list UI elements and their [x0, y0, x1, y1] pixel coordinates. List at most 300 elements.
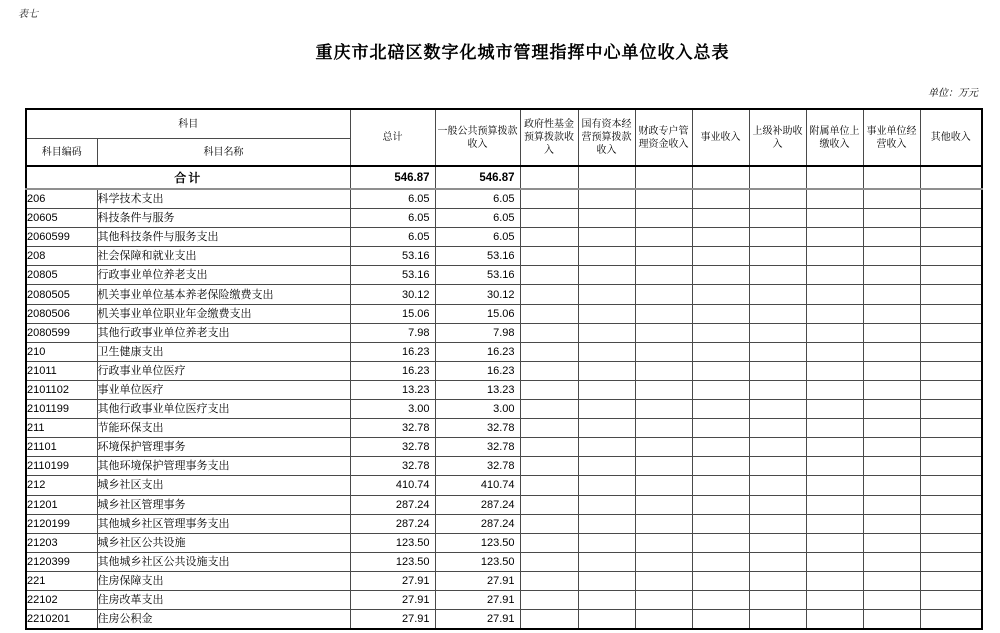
empty-cell — [920, 285, 982, 304]
subject-code-cell: 211 — [26, 419, 97, 438]
page-title: 重庆市北碚区数字化城市管理指挥中心单位收入总表 — [315, 43, 730, 62]
empty-cell — [635, 323, 692, 342]
empty-cell — [635, 189, 692, 209]
total-value-cell: 16.23 — [350, 342, 435, 361]
general-budget-value-cell: 32.78 — [435, 438, 520, 457]
empty-cell — [920, 571, 982, 590]
empty-cell — [520, 189, 578, 209]
header-col-other-income: 其他收入 — [920, 109, 982, 166]
empty-cell — [520, 228, 578, 247]
empty-cell — [806, 166, 863, 189]
empty-cell — [692, 400, 749, 419]
total-value-cell: 16.23 — [350, 361, 435, 380]
empty-cell — [920, 361, 982, 380]
subject-name-cell: 卫生健康支出 — [97, 342, 350, 361]
empty-cell — [863, 247, 920, 266]
empty-cell — [920, 438, 982, 457]
general-budget-value-cell: 410.74 — [435, 476, 520, 495]
empty-cell — [578, 610, 635, 630]
empty-cell — [806, 189, 863, 209]
empty-cell — [920, 400, 982, 419]
empty-cell — [635, 166, 692, 189]
table-row — [26, 266, 982, 285]
empty-cell — [749, 400, 806, 419]
empty-cell — [520, 514, 578, 533]
empty-cell — [635, 590, 692, 609]
empty-cell — [863, 304, 920, 323]
general-budget-value-cell: 27.91 — [435, 590, 520, 609]
empty-cell — [806, 380, 863, 399]
empty-cell — [920, 590, 982, 609]
empty-cell — [749, 228, 806, 247]
table-row — [26, 189, 982, 209]
empty-cell — [749, 342, 806, 361]
subject-name-cell: 其他城乡社区公共设施支出 — [97, 552, 350, 571]
empty-cell — [863, 285, 920, 304]
general-budget-value-cell: 6.05 — [435, 228, 520, 247]
table-row — [26, 610, 982, 630]
empty-cell — [863, 476, 920, 495]
header-col-gov-fund: 政府性基金预算拨款收入 — [520, 109, 578, 166]
empty-cell — [749, 361, 806, 380]
empty-cell — [635, 304, 692, 323]
header-col-total: 总计 — [350, 109, 435, 166]
general-budget-value-cell: 6.05 — [435, 189, 520, 209]
empty-cell — [692, 189, 749, 209]
subject-name-cell: 住房公积金 — [97, 610, 350, 630]
header-col-fiscal-account: 财政专户管理资金收入 — [635, 109, 692, 166]
empty-cell — [806, 342, 863, 361]
table-body — [26, 166, 982, 629]
subject-code-cell: 20605 — [26, 209, 97, 228]
table-header — [26, 109, 982, 166]
total-value-cell: 3.00 — [350, 400, 435, 419]
subject-name-cell: 城乡社区公共设施 — [97, 533, 350, 552]
subject-code-cell: 21203 — [26, 533, 97, 552]
empty-cell — [520, 552, 578, 571]
empty-cell — [863, 419, 920, 438]
empty-cell — [635, 610, 692, 630]
subject-name-cell: 行政事业单位医疗 — [97, 361, 350, 380]
income-summary-table — [25, 108, 983, 630]
empty-cell — [920, 304, 982, 323]
table-row — [26, 400, 982, 419]
empty-cell — [692, 228, 749, 247]
empty-cell — [635, 380, 692, 399]
empty-cell — [692, 514, 749, 533]
empty-cell — [920, 610, 982, 630]
empty-cell — [692, 380, 749, 399]
empty-cell — [806, 495, 863, 514]
total-value-cell: 410.74 — [350, 476, 435, 495]
empty-cell — [578, 552, 635, 571]
subject-name-cell: 科学技术支出 — [97, 189, 350, 209]
empty-cell — [635, 476, 692, 495]
empty-cell — [749, 457, 806, 476]
table-row — [26, 438, 982, 457]
empty-cell — [863, 533, 920, 552]
empty-cell — [520, 342, 578, 361]
empty-cell — [692, 247, 749, 266]
general-budget-value-cell: 53.16 — [435, 247, 520, 266]
empty-cell — [520, 590, 578, 609]
general-budget-value-cell: 287.24 — [435, 514, 520, 533]
subject-name-cell: 住房保障支出 — [97, 571, 350, 590]
subject-code-cell: 2060599 — [26, 228, 97, 247]
table-row — [26, 476, 982, 495]
empty-cell — [749, 610, 806, 630]
empty-cell — [806, 476, 863, 495]
general-budget-value-cell: 16.23 — [435, 342, 520, 361]
empty-cell — [578, 342, 635, 361]
empty-cell — [635, 400, 692, 419]
subject-code-cell: 2080505 — [26, 285, 97, 304]
empty-cell — [520, 419, 578, 438]
total-value-cell: 27.91 — [350, 590, 435, 609]
empty-cell — [635, 361, 692, 380]
empty-cell — [692, 438, 749, 457]
header-subject-code: 科目编码 — [26, 139, 97, 167]
empty-cell — [920, 189, 982, 209]
general-budget-value-cell: 32.78 — [435, 419, 520, 438]
empty-cell — [920, 514, 982, 533]
empty-cell — [635, 266, 692, 285]
total-sum-cell: 546.87 — [350, 166, 435, 189]
subject-code-cell: 210 — [26, 342, 97, 361]
empty-cell — [578, 361, 635, 380]
table-row — [26, 342, 982, 361]
empty-cell — [692, 285, 749, 304]
total-value-cell: 32.78 — [350, 457, 435, 476]
empty-cell — [692, 361, 749, 380]
empty-cell — [520, 285, 578, 304]
empty-cell — [578, 166, 635, 189]
empty-cell — [635, 438, 692, 457]
empty-cell — [692, 552, 749, 571]
header-col-operations-income: 事业收入 — [692, 109, 749, 166]
empty-cell — [863, 400, 920, 419]
general-budget-value-cell: 7.98 — [435, 323, 520, 342]
general-budget-value-cell: 30.12 — [435, 285, 520, 304]
total-value-cell: 32.78 — [350, 438, 435, 457]
empty-cell — [578, 209, 635, 228]
subject-name-cell: 住房改革支出 — [97, 590, 350, 609]
empty-cell — [578, 189, 635, 209]
table-row — [26, 457, 982, 476]
total-general-budget-cell: 546.87 — [435, 166, 520, 189]
empty-cell — [520, 457, 578, 476]
empty-cell — [920, 209, 982, 228]
empty-cell — [692, 342, 749, 361]
empty-cell — [749, 323, 806, 342]
empty-cell — [578, 247, 635, 266]
empty-cell — [578, 380, 635, 399]
empty-cell — [520, 400, 578, 419]
empty-cell — [692, 495, 749, 514]
empty-cell — [863, 438, 920, 457]
empty-cell — [635, 285, 692, 304]
subject-code-cell: 21101 — [26, 438, 97, 457]
empty-cell — [749, 266, 806, 285]
subject-code-cell: 22102 — [26, 590, 97, 609]
empty-cell — [692, 166, 749, 189]
table-row — [26, 514, 982, 533]
header-col-state-capital: 国有资本经营预算拨款收入 — [578, 109, 635, 166]
empty-cell — [520, 247, 578, 266]
empty-cell — [806, 285, 863, 304]
empty-cell — [692, 476, 749, 495]
general-budget-value-cell: 53.16 — [435, 266, 520, 285]
empty-cell — [520, 438, 578, 457]
empty-cell — [806, 438, 863, 457]
empty-cell — [749, 380, 806, 399]
empty-cell — [692, 323, 749, 342]
empty-cell — [806, 247, 863, 266]
empty-cell — [863, 189, 920, 209]
empty-cell — [635, 457, 692, 476]
subject-name-cell: 其他行政事业单位养老支出 — [97, 323, 350, 342]
empty-cell — [920, 457, 982, 476]
table-row — [26, 419, 982, 438]
total-value-cell: 6.05 — [350, 209, 435, 228]
empty-cell — [520, 610, 578, 630]
total-value-cell: 6.05 — [350, 228, 435, 247]
empty-cell — [749, 552, 806, 571]
subject-name-cell: 其他城乡社区管理事务支出 — [97, 514, 350, 533]
empty-cell — [749, 419, 806, 438]
empty-cell — [578, 495, 635, 514]
total-value-cell: 27.91 — [350, 571, 435, 590]
empty-cell — [635, 228, 692, 247]
empty-cell — [520, 380, 578, 399]
empty-cell — [578, 533, 635, 552]
empty-cell — [863, 166, 920, 189]
empty-cell — [806, 552, 863, 571]
empty-cell — [920, 228, 982, 247]
subject-name-cell: 机关事业单位职业年金缴费支出 — [97, 304, 350, 323]
general-budget-value-cell: 287.24 — [435, 495, 520, 514]
empty-cell — [578, 323, 635, 342]
subject-name-cell: 机关事业单位基本养老保险缴费支出 — [97, 285, 350, 304]
empty-cell — [520, 266, 578, 285]
empty-cell — [749, 514, 806, 533]
empty-cell — [635, 495, 692, 514]
empty-cell — [806, 514, 863, 533]
empty-cell — [520, 571, 578, 590]
empty-cell — [920, 166, 982, 189]
subject-code-cell: 208 — [26, 247, 97, 266]
total-value-cell: 7.98 — [350, 323, 435, 342]
subject-name-cell: 行政事业单位养老支出 — [97, 266, 350, 285]
subject-code-cell: 21201 — [26, 495, 97, 514]
empty-cell — [920, 266, 982, 285]
subject-name-cell: 其他行政事业单位医疗支出 — [97, 400, 350, 419]
empty-cell — [806, 304, 863, 323]
total-value-cell: 30.12 — [350, 285, 435, 304]
empty-cell — [578, 304, 635, 323]
empty-cell — [520, 361, 578, 380]
empty-cell — [520, 323, 578, 342]
general-budget-value-cell: 13.23 — [435, 380, 520, 399]
subject-code-cell: 2120199 — [26, 514, 97, 533]
table-row — [26, 228, 982, 247]
header-col-superior-subsidy: 上级补助收入 — [749, 109, 806, 166]
empty-cell — [520, 304, 578, 323]
empty-cell — [635, 533, 692, 552]
empty-cell — [749, 209, 806, 228]
empty-cell — [920, 476, 982, 495]
empty-cell — [578, 285, 635, 304]
empty-cell — [520, 495, 578, 514]
general-budget-value-cell: 123.50 — [435, 552, 520, 571]
empty-cell — [578, 514, 635, 533]
subject-name-cell: 其他环境保护管理事务支出 — [97, 457, 350, 476]
empty-cell — [635, 419, 692, 438]
table-row — [26, 209, 982, 228]
total-value-cell: 32.78 — [350, 419, 435, 438]
empty-cell — [806, 610, 863, 630]
empty-cell — [635, 209, 692, 228]
empty-cell — [692, 266, 749, 285]
unit-note: 单位：万元 — [928, 88, 978, 99]
empty-cell — [920, 247, 982, 266]
general-budget-value-cell: 15.06 — [435, 304, 520, 323]
empty-cell — [749, 590, 806, 609]
empty-cell — [806, 323, 863, 342]
general-budget-value-cell: 27.91 — [435, 571, 520, 590]
general-budget-value-cell: 123.50 — [435, 533, 520, 552]
header-subject-group: 科目 — [26, 109, 350, 139]
empty-cell — [806, 571, 863, 590]
subject-code-cell: 212 — [26, 476, 97, 495]
empty-cell — [806, 533, 863, 552]
empty-cell — [806, 228, 863, 247]
form-number-label: 表七 — [18, 9, 38, 20]
empty-cell — [920, 342, 982, 361]
empty-cell — [578, 266, 635, 285]
total-value-cell: 287.24 — [350, 495, 435, 514]
empty-cell — [578, 400, 635, 419]
subject-name-cell: 其他科技条件与服务支出 — [97, 228, 350, 247]
empty-cell — [749, 438, 806, 457]
subject-name-cell: 环境保护管理事务 — [97, 438, 350, 457]
empty-cell — [863, 266, 920, 285]
empty-cell — [863, 571, 920, 590]
empty-cell — [920, 323, 982, 342]
empty-cell — [863, 380, 920, 399]
general-budget-value-cell: 6.05 — [435, 209, 520, 228]
empty-cell — [863, 342, 920, 361]
total-value-cell: 15.06 — [350, 304, 435, 323]
total-row — [26, 166, 982, 189]
empty-cell — [806, 590, 863, 609]
subject-name-cell: 城乡社区管理事务 — [97, 495, 350, 514]
empty-cell — [863, 495, 920, 514]
empty-cell — [806, 266, 863, 285]
total-value-cell: 123.50 — [350, 533, 435, 552]
total-value-cell: 13.23 — [350, 380, 435, 399]
subject-code-cell: 21011 — [26, 361, 97, 380]
empty-cell — [692, 304, 749, 323]
empty-cell — [863, 457, 920, 476]
empty-cell — [692, 610, 749, 630]
empty-cell — [578, 476, 635, 495]
empty-cell — [806, 400, 863, 419]
subject-code-cell: 2101102 — [26, 380, 97, 399]
subject-code-cell: 221 — [26, 571, 97, 590]
total-value-cell: 123.50 — [350, 552, 435, 571]
table-row — [26, 361, 982, 380]
subject-name-cell: 城乡社区支出 — [97, 476, 350, 495]
total-value-cell: 287.24 — [350, 514, 435, 533]
table-row — [26, 552, 982, 571]
subject-code-cell: 2080599 — [26, 323, 97, 342]
empty-cell — [806, 419, 863, 438]
total-value-cell: 53.16 — [350, 247, 435, 266]
table-row — [26, 533, 982, 552]
empty-cell — [863, 552, 920, 571]
empty-cell — [520, 209, 578, 228]
general-budget-value-cell: 3.00 — [435, 400, 520, 419]
table-row — [26, 304, 982, 323]
empty-cell — [692, 590, 749, 609]
empty-cell — [635, 342, 692, 361]
subject-code-cell: 2120399 — [26, 552, 97, 571]
table-row — [26, 247, 982, 266]
subject-name-cell: 科技条件与服务 — [97, 209, 350, 228]
empty-cell — [863, 228, 920, 247]
table-row — [26, 380, 982, 399]
empty-cell — [749, 285, 806, 304]
general-budget-value-cell: 27.91 — [435, 610, 520, 630]
empty-cell — [749, 189, 806, 209]
empty-cell — [692, 533, 749, 552]
empty-cell — [520, 166, 578, 189]
empty-cell — [806, 209, 863, 228]
empty-cell — [863, 610, 920, 630]
general-budget-value-cell: 32.78 — [435, 457, 520, 476]
subject-name-cell: 事业单位医疗 — [97, 380, 350, 399]
empty-cell — [635, 571, 692, 590]
empty-cell — [863, 323, 920, 342]
table-row — [26, 590, 982, 609]
header-col-general-budget: 一般公共预算拨款收入 — [435, 109, 520, 166]
header-subject-name: 科目名称 — [97, 139, 350, 167]
empty-cell — [863, 514, 920, 533]
subject-code-cell: 2210201 — [26, 610, 97, 630]
empty-cell — [920, 419, 982, 438]
empty-cell — [578, 457, 635, 476]
total-value-cell: 53.16 — [350, 266, 435, 285]
header-col-affiliate-remit: 附属单位上缴收入 — [806, 109, 863, 166]
empty-cell — [749, 476, 806, 495]
empty-cell — [749, 495, 806, 514]
total-value-cell: 6.05 — [350, 189, 435, 209]
empty-cell — [578, 571, 635, 590]
empty-cell — [863, 590, 920, 609]
empty-cell — [578, 228, 635, 247]
subject-name-cell: 社会保障和就业支出 — [97, 247, 350, 266]
empty-cell — [578, 438, 635, 457]
empty-cell — [520, 476, 578, 495]
empty-cell — [749, 304, 806, 323]
empty-cell — [692, 419, 749, 438]
empty-cell — [863, 361, 920, 380]
empty-cell — [920, 380, 982, 399]
empty-cell — [692, 571, 749, 590]
empty-cell — [806, 457, 863, 476]
subject-code-cell: 20805 — [26, 266, 97, 285]
